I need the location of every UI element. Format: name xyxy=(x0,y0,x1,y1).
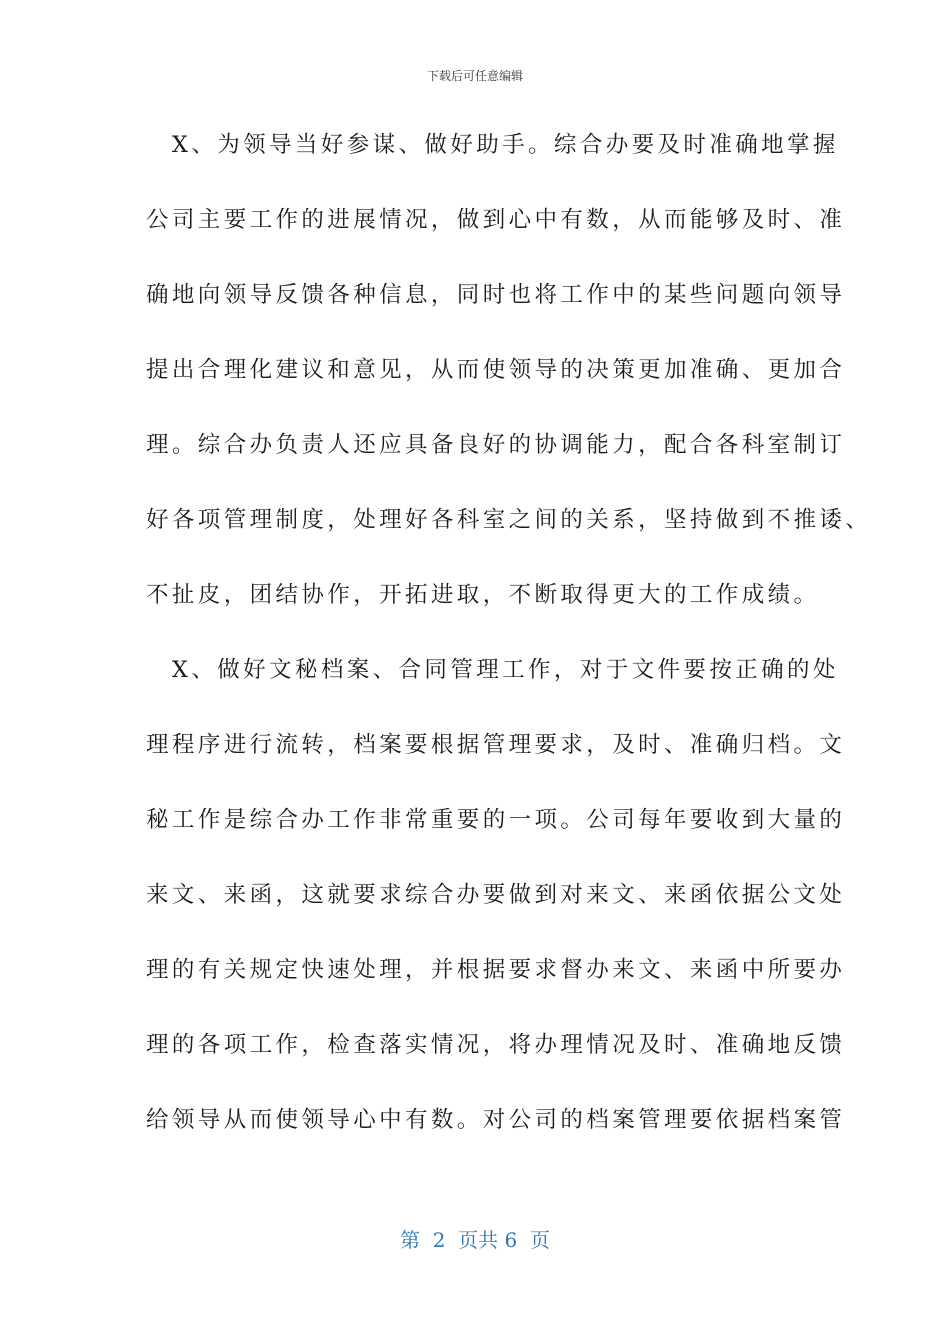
paragraph-line: 公司主要工作的进展情况，做到心中有数，从而能够及时、准 xyxy=(146,207,846,233)
paragraph-line: X、做好文秘档案、合同管理工作，对于文件要按正确的处 xyxy=(146,657,839,683)
paragraph-line: 提出合理化建议和意见，从而使领导的决策更加准确、更加合 xyxy=(146,357,846,383)
paragraph-line: 不扯皮，团结协作，开拓进取，不断取得更大的工作成绩。 xyxy=(146,582,820,608)
paragraph-line: 理的各项工作，检查落实情况，将办理情况及时、准确地反馈 xyxy=(146,1032,846,1058)
paragraph-line: 秘工作是综合办工作非常重要的一项。公司每年要收到大量的 xyxy=(146,807,846,833)
paragraph-line: 理程序进行流转，档案要根据管理要求，及时、准确归档。文 xyxy=(146,732,846,758)
page-number-footer: 第 2 页共 6 页 xyxy=(400,1228,550,1252)
paragraph-line: 理。综合办负责人还应具备良好的协调能力，配合各科室制订 xyxy=(146,432,846,458)
paragraph-line: 理的有关规定快速处理，并根据要求督办来文、来函中所要办 xyxy=(146,957,846,983)
paragraph-line: 给领导从而使领导心中有数。对公司的档案管理要依据档案管 xyxy=(146,1107,846,1133)
document-body xyxy=(146,125,872,1175)
paragraph-line: 好各项管理制度，处理好各科室之间的关系，坚持做到不推诿、 xyxy=(146,507,872,533)
paragraph-line: 来文、来函，这就要求综合办要做到对来文、来函依据公文处 xyxy=(146,882,846,908)
paragraph-line: 确地向领导反馈各种信息，同时也将工作中的某些问题向领导 xyxy=(146,282,846,308)
paragraph-line: X、为领导当好参谋、做好助手。综合办要及时准确地掌握 xyxy=(146,132,839,158)
page-header: 下载后可任意编辑 xyxy=(426,69,523,83)
